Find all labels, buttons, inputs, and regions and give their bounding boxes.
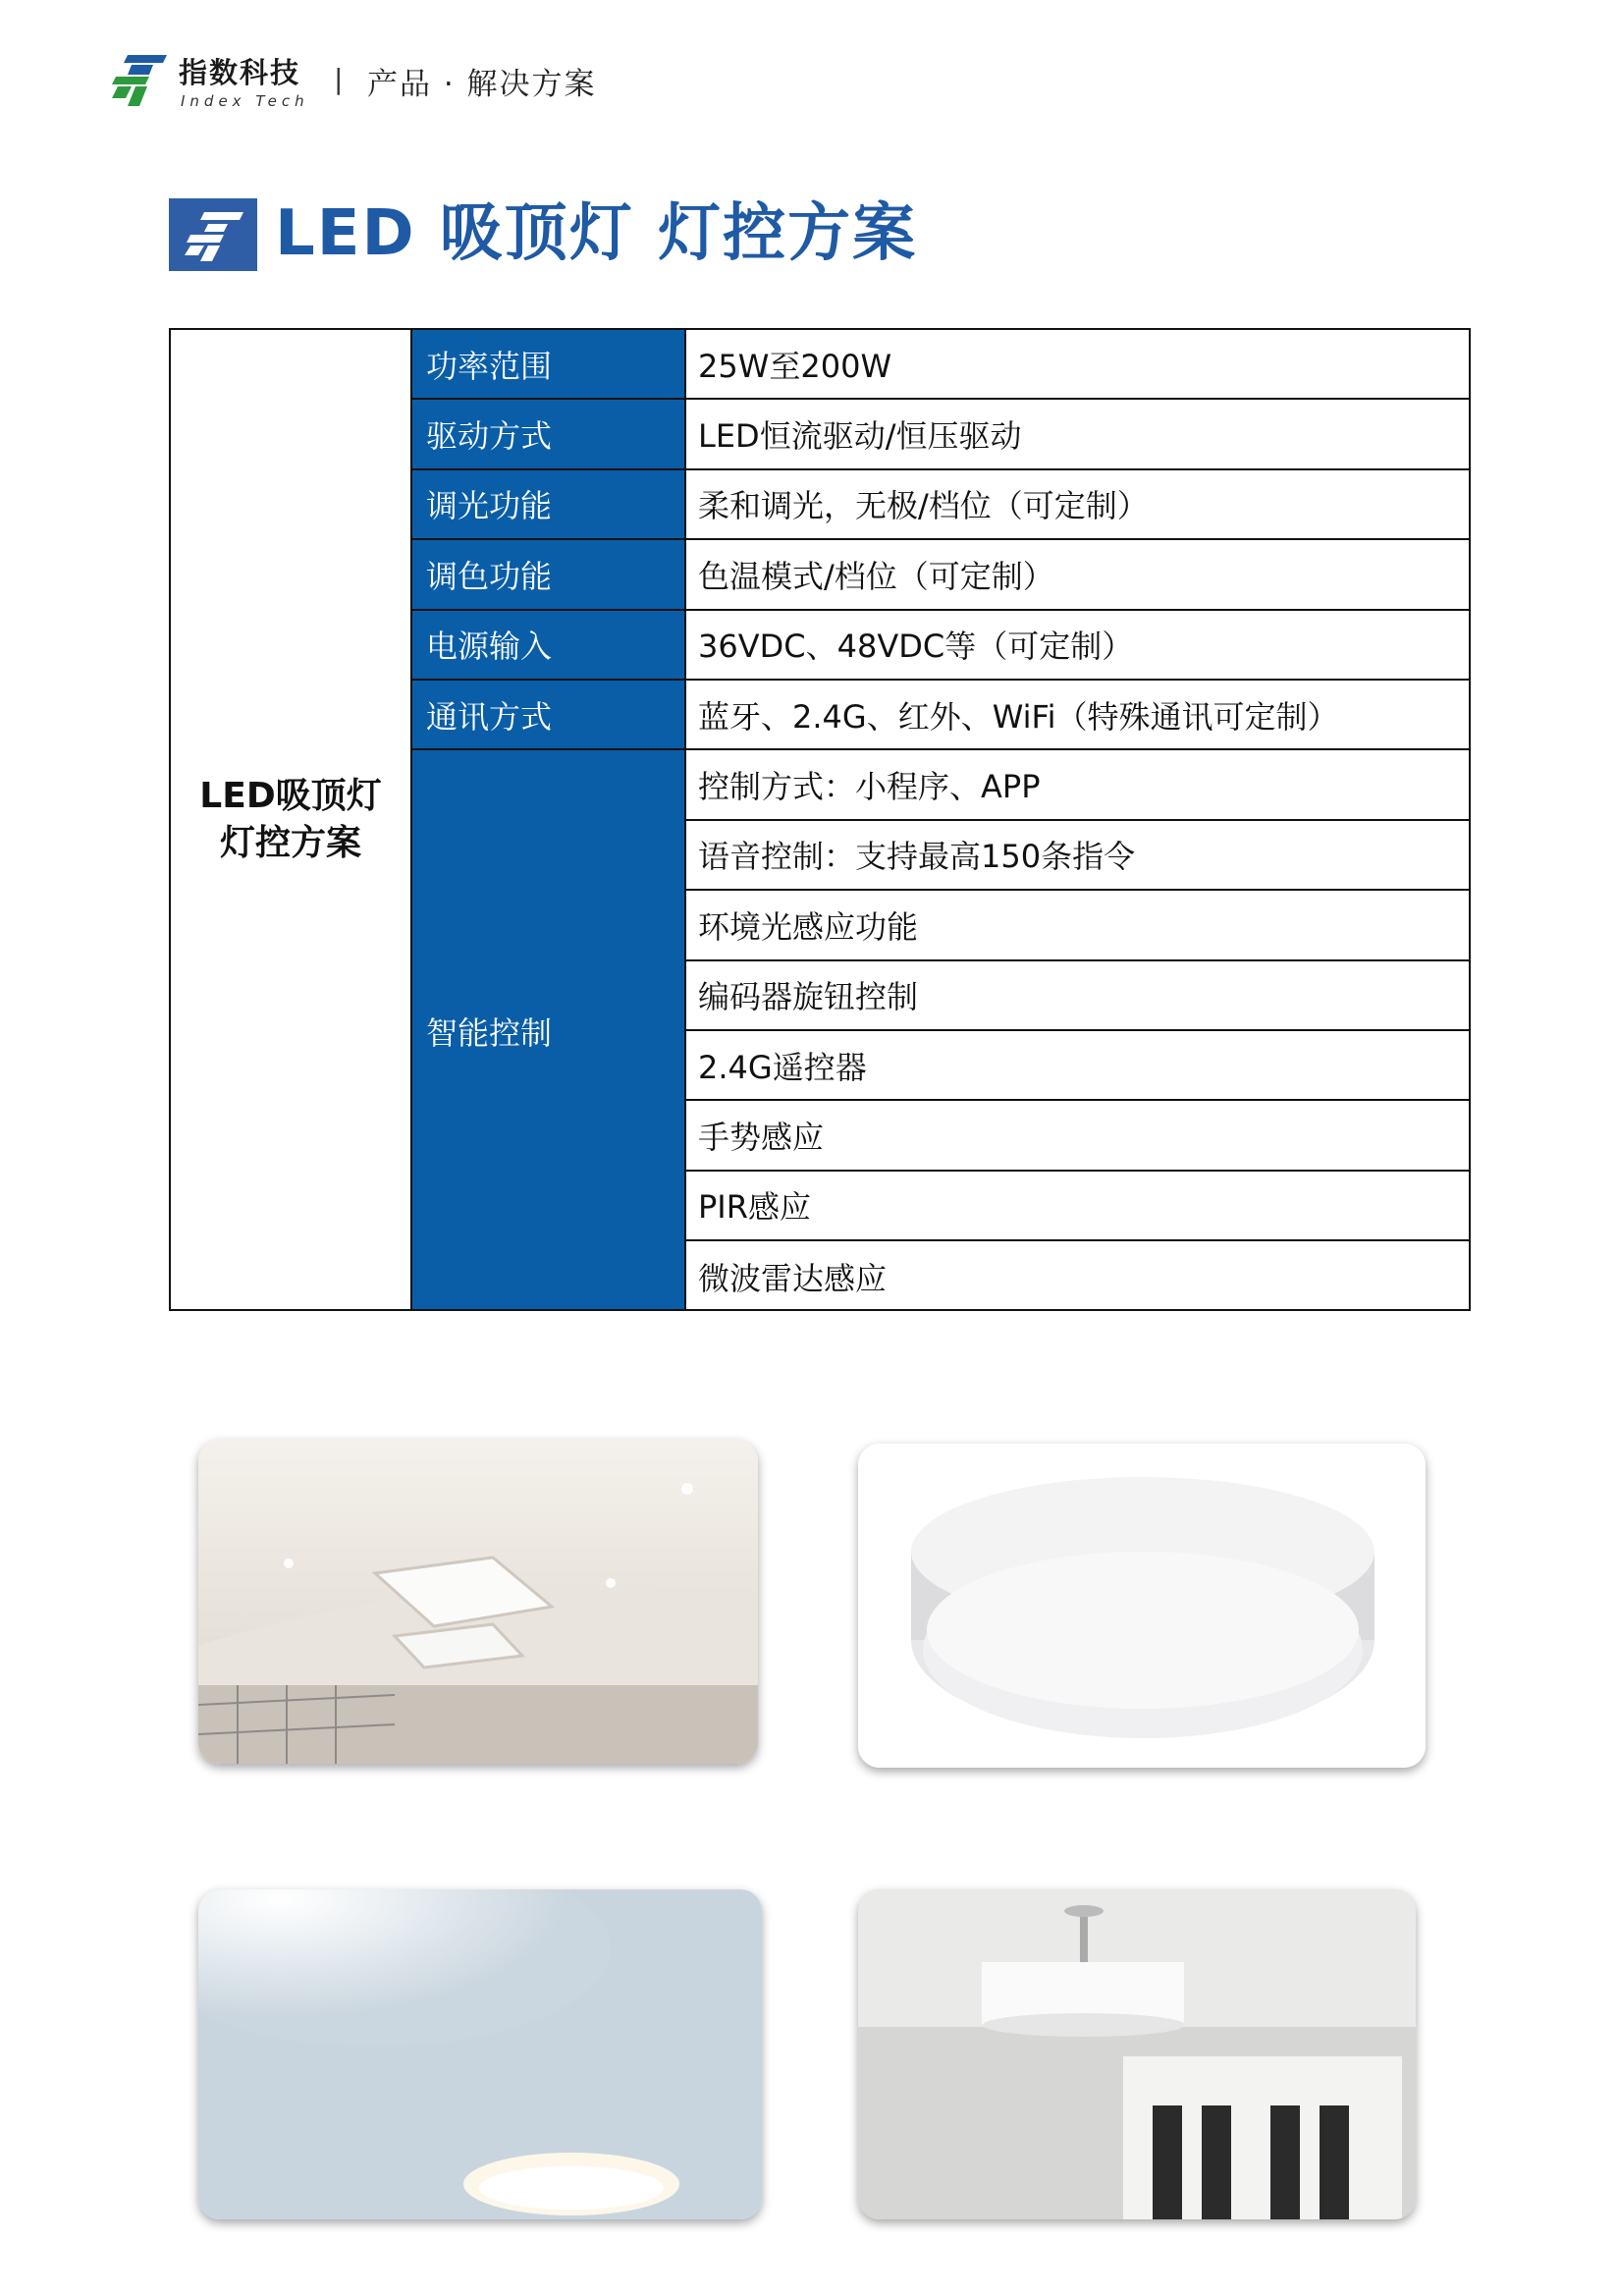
brand-name-en: Index Tech <box>181 92 309 110</box>
header-section: 产品 · 解决方案 <box>367 67 597 102</box>
spec-label: 调色功能 <box>412 540 684 610</box>
pendant-lamp-room-photo <box>858 1889 1416 2219</box>
spec-label: 驱动方式 <box>412 400 684 469</box>
spec-label: 通讯方式 <box>412 681 684 750</box>
page-header <box>110 49 797 118</box>
spec-value: PIR感应 <box>686 1172 1469 1241</box>
product-name <box>199 773 381 867</box>
spec-value: LED恒流驱动/恒压驱动 <box>686 400 1469 469</box>
index-tech-logo-icon <box>110 55 167 106</box>
product-name-line-1: LED吸顶灯 <box>199 775 382 816</box>
spec-value: 控制方式：小程序、APP <box>686 750 1469 820</box>
spec-value: 25W至200W <box>686 330 1469 400</box>
spec-value: 语音控制：支持最高150条指令 <box>686 821 1469 891</box>
spec-value: 柔和调光，无极/档位（可定制） <box>686 470 1469 540</box>
spec-value: 微波雷达感应 <box>698 1259 888 1297</box>
product-name-cell <box>171 330 412 1309</box>
spec-value: 色温模式/档位（可定制） <box>686 540 1469 610</box>
spec-value: 手势感应 <box>686 1101 1469 1171</box>
page-title: LED 吸顶灯 灯控方案 <box>275 197 918 270</box>
recessed-light-photo <box>198 1889 762 2219</box>
spec-value: 编码器旋钮控制 <box>686 961 1469 1031</box>
ceiling-lamp-product-photo <box>858 1444 1426 1768</box>
spec-label: 调光功能 <box>412 470 684 540</box>
spec-label: 智能控制 <box>426 1013 553 1052</box>
spec-value-column <box>684 330 1469 1309</box>
spec-table <box>169 328 1471 1311</box>
title-logo-icon <box>169 198 257 271</box>
ceiling-interior-photo <box>198 1440 758 1764</box>
header-separator: | <box>334 63 344 95</box>
spec-value: 36VDC、48VDC等（可定制） <box>686 611 1469 681</box>
spec-label: 功率范围 <box>412 330 684 400</box>
spec-label-column <box>412 330 684 1309</box>
spec-label: 电源输入 <box>412 611 684 681</box>
product-name-line-2: 灯控方案 <box>219 822 361 863</box>
brand-name-cn: 指数科技 <box>179 56 301 89</box>
spec-value: 蓝牙、2.4G、红外、WiFi（特殊通讯可定制） <box>686 681 1469 750</box>
spec-value: 环境光感应功能 <box>686 891 1469 960</box>
spec-value: 2.4G遥控器 <box>686 1031 1469 1101</box>
